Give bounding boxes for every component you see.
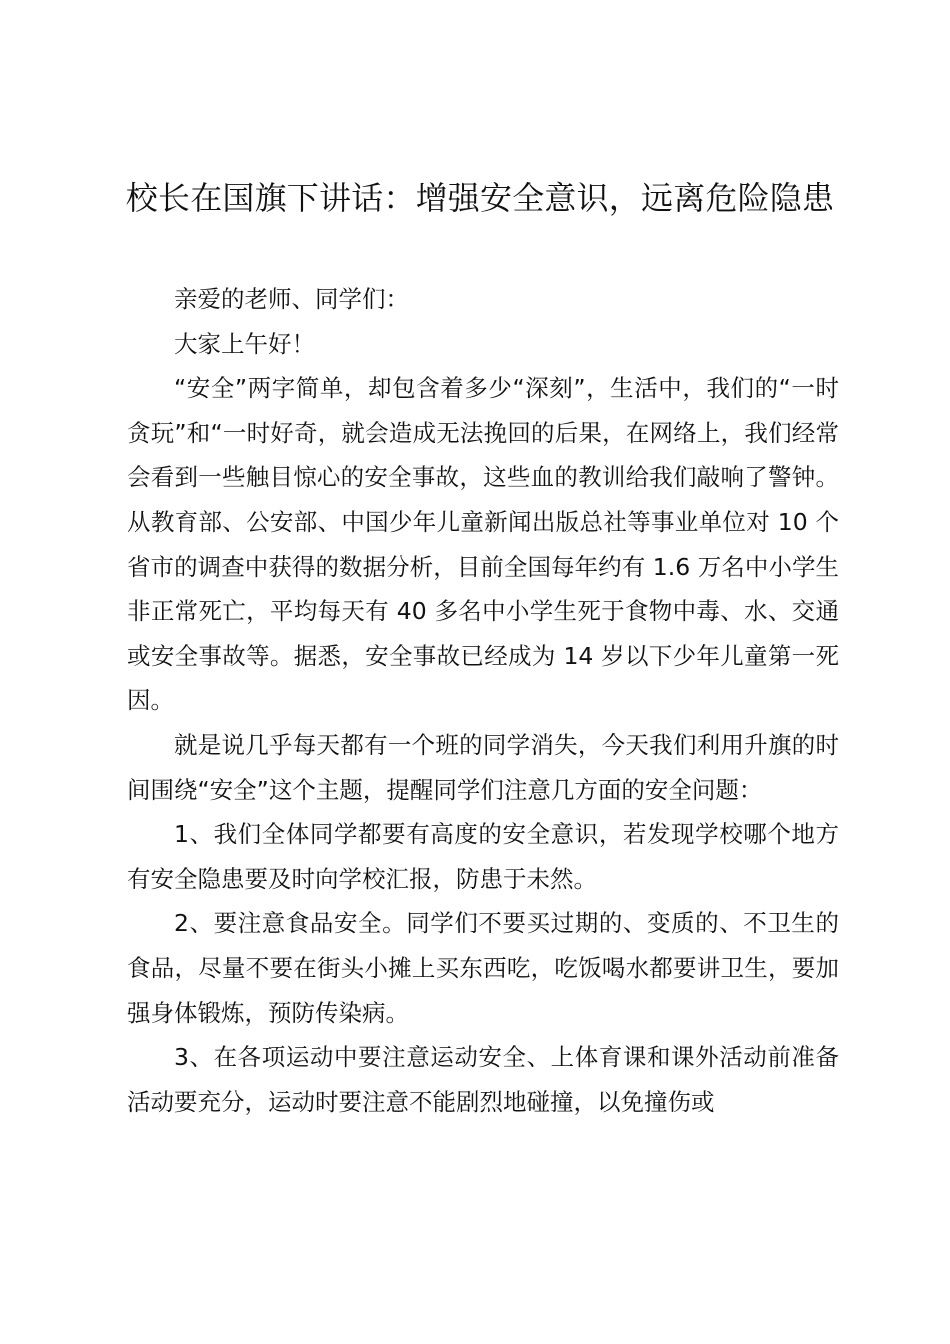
salutation-line: 大家上午好！ (174, 329, 315, 358)
paragraph-point-1: 1、我们全体同学都要有高度的安全意识，若发现学校哪个地方有安全隐患要及时向学校汇报，防患于未然。 (127, 820, 839, 893)
document-body (127, 277, 839, 1124)
greeting-line: 亲爱的老师、同学们： (174, 285, 409, 313)
paragraph-point-3: 3、在各项运动中要注意运动安全、上体育课和课外活动前准备活动要充分，运动时要注意不能剧烈地碰撞，以免撞伤或 (127, 1043, 839, 1116)
paragraph-point-2: 2、要注意食品安全。同学们不要买过期的、变质的、不卫生的食品，尽量不要在街头小摊上买东西吃，吃饭喝水都要讲卫生，要加强身体锻炼，预防传染病。 (127, 909, 839, 1027)
paragraph-topic: 就是说几乎每天都有一个班的同学消失，今天我们利用升旗的时间围绕“安全”这个主题，提醒同学们注意几方面的安全问题： (127, 730, 839, 804)
paragraph-intro: “安全”两字简单，却包含着多少“深刻”，生活中，我们的“一时贪玩”和“一时好奇，就会造成无法挽回的后果，在网络上，我们经常会看到一些触目惊心的安全事故，这些血的教训给我们敲响了警钟。从教育部、公安部、中国少年儿童新闻出版总社等事业单位对 10 个省市的调查中获得的数据分析，目前全国每年约有 1.6 万名中小学生非正常死亡，平均每天有 40 多名中小学生死于食物中毒、水、交通或安全事故等。据悉，安全事故已经成为 14 岁以下少年儿童第一死因。 (127, 374, 839, 715)
document-title: 校长在国旗下讲话：增强安全意识，远离危险隐患 (125, 179, 835, 217)
